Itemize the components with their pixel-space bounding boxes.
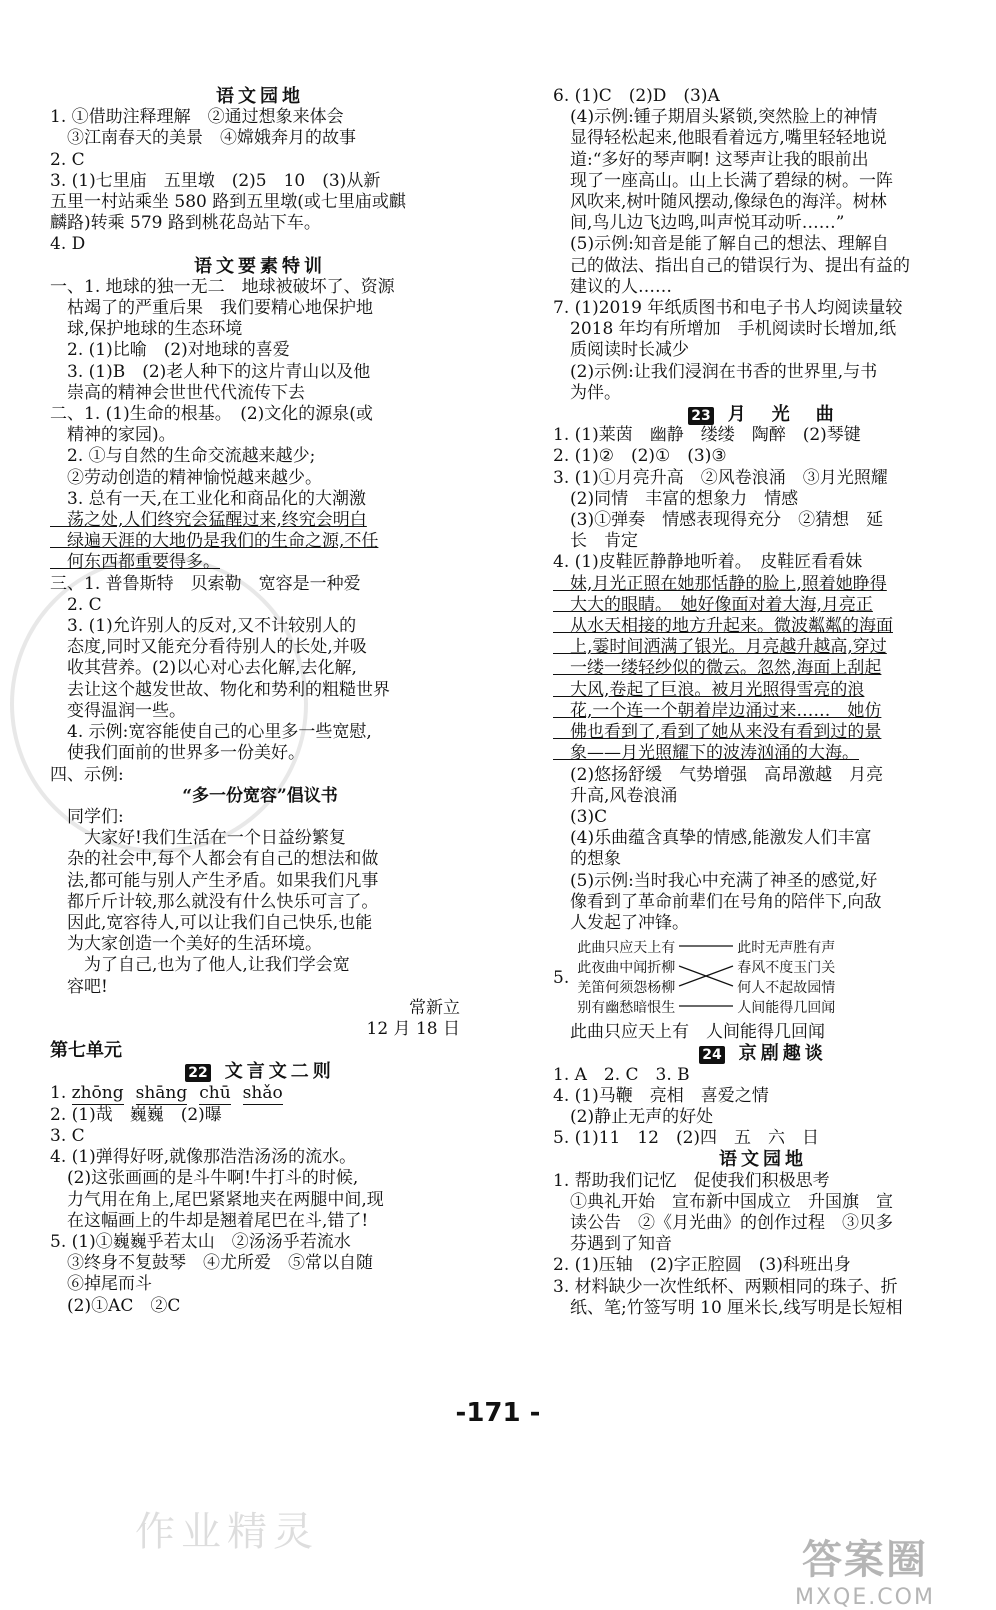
line-text: 佛也看到了,看到了她从来没有看到过的景: [553, 722, 882, 743]
line-text: 4. (1)弹得好呀,就像那浩浩汤汤的流水。: [50, 1147, 357, 1168]
answer-line: [50, 1274, 470, 1295]
answer-line: [50, 298, 470, 319]
line-text: 同学们:: [50, 806, 124, 827]
line-text: 读公告 ②《月光曲》的创作过程 ③贝多: [553, 1212, 893, 1233]
answer-line: [553, 1277, 973, 1298]
answer-line: [553, 319, 973, 340]
line-text: 变得温润一些。: [50, 700, 186, 721]
answer-line: [553, 595, 973, 616]
line-text: 现了一座高山。山上长满了碧绿的树。一阵: [553, 170, 893, 191]
line-text: 3. (1)允许别人的反对,又不计较别人的: [50, 616, 357, 637]
answer-line: [553, 913, 973, 934]
line-text: 己的做法、指出自己的错误行为、提出有益的: [553, 255, 910, 276]
pinyin-answer: shǎo: [243, 1083, 283, 1105]
answer-line: [50, 192, 470, 213]
line-text: 2018 年均有所增加 手机阅读时长增加,纸: [553, 319, 897, 340]
line-text: 一、1. 地球的独一无二 地球被破坏了、资源: [50, 276, 395, 297]
answer-line: [553, 892, 973, 913]
answer-line: [553, 128, 973, 149]
line-text: 2. (1)哉 巍巍 (2)曝: [50, 1104, 222, 1125]
line-text: (4)乐曲蕴含真挚的情感,能激发人们丰富: [553, 828, 872, 849]
answer-line: [553, 1213, 973, 1234]
answer-line: [553, 192, 973, 213]
answer-line: [50, 658, 470, 679]
page-number: -171 -: [455, 1398, 541, 1428]
line-text: 荡之处,人们终究会猛醒过来,终究会明白: [50, 510, 367, 531]
line-text: (3)C: [553, 806, 608, 827]
line-text: ①典礼开始 宣布新中国成立 升国旗 宣: [553, 1191, 893, 1212]
line-text: 绿遍天涯的大地仍是我们的生命之源,不任: [50, 531, 379, 552]
line-text: 3. 总有一天,在工业化和商品化的大潮激: [50, 488, 367, 509]
line-text: 上,霎时间洒满了银光。月亮越升越高,穿过: [553, 637, 887, 658]
lesson-number-badge: 24: [699, 1046, 724, 1064]
section-heading: [50, 256, 470, 277]
line-text: 为伴。: [553, 382, 621, 403]
answer-line: [50, 1232, 470, 1253]
line-text: 为了自己,也为了他人,让我们学会宽: [50, 955, 350, 976]
answer-line: [553, 340, 973, 361]
line-text: 三、1. 普鲁斯特 贝索勒 宽容是一种爱: [50, 573, 361, 594]
answer-line: [50, 1105, 470, 1126]
line-text: 3. (1)B (2)老人种下的这片青山以及他: [50, 361, 371, 382]
answer-line: [50, 468, 470, 489]
answer-line: [50, 319, 470, 340]
line-text: 芬遇到了知音: [553, 1234, 672, 1255]
line-text: 枯竭了的严重后果 我们要精心地保护地: [50, 298, 373, 319]
answer-line: [50, 1168, 470, 1189]
line-text: 大大的眼睛。 她好像面对着大海,月亮正: [553, 594, 873, 615]
answer-line: [553, 807, 973, 828]
right-column: [553, 86, 973, 1319]
answer-line: [50, 765, 470, 786]
line-text: 为大家创造一个美好的生活环境。: [50, 934, 322, 955]
answer-line: [553, 849, 973, 870]
line-text: 月 光 曲: [727, 404, 838, 426]
answer-line: [553, 1086, 973, 1107]
answer-line: [553, 489, 973, 510]
answer-line: [553, 1107, 973, 1128]
answer-line: [50, 828, 470, 849]
answer-line: [50, 213, 470, 234]
answer-line: [553, 1234, 973, 1255]
answer-line: [553, 743, 973, 764]
line-text: 2. ①与自然的生命交流越来越少;: [50, 446, 316, 467]
answer-line: [553, 616, 973, 637]
answer-line: [553, 765, 973, 786]
line-text: 2. C: [50, 594, 102, 615]
line-text: “多一份宽容”倡议书: [182, 785, 338, 806]
answer-line: [50, 510, 470, 531]
line-text: 收其营养。(2)以心对心去化解,去化解,: [50, 658, 357, 679]
line-text: 崇高的精神会世世代代流传下去: [50, 382, 305, 403]
answer-line: [50, 574, 470, 595]
line-text: 4. 示例:宽容能使自己的心里多一些宽慰,: [50, 722, 372, 743]
answer-line: [50, 383, 470, 404]
line-text: 杂的社会中,每个人都会有自己的想法和做: [50, 849, 379, 870]
answer-line: [553, 383, 973, 404]
section-heading: [50, 86, 470, 107]
line-text: 第七单元: [50, 1040, 122, 1062]
line-text: 间,鸟儿边飞边鸣,叫声悦耳动听……”: [553, 213, 845, 234]
line-text: 大家好!我们生活在一个日益纷繁复: [50, 828, 346, 849]
poem-line: 此时无声胜有声: [737, 940, 836, 957]
answer-line: [50, 234, 470, 255]
answer-line: [553, 1298, 973, 1319]
answer-line: [50, 171, 470, 192]
answer-line: [553, 510, 973, 531]
line-text: 升高,风卷浪涌: [553, 785, 678, 806]
line-text: 精神的家园)。: [50, 425, 176, 446]
line-text: 从水天相接的地方升起来。微波粼粼的海面: [553, 616, 893, 637]
answer-line: [50, 637, 470, 658]
line-text: 的想象: [553, 849, 621, 870]
answer-line: [553, 637, 973, 658]
line-text: 1. 帮助我们记忆 促使我们积极思考: [553, 1170, 830, 1191]
line-text: 去让这个越发世故、物化和势利的粗糙世界: [50, 679, 390, 700]
line-text: 五里一村站乘坐 580 路到五里墩(或七里庙或麒: [50, 192, 406, 213]
answer-line: [50, 743, 470, 764]
answer-line: [50, 107, 470, 128]
answer-line: [50, 362, 470, 383]
watermark-left: 作业精灵: [135, 1509, 319, 1555]
poem-right-lines: [737, 938, 835, 1018]
answer-line: [553, 1022, 973, 1043]
line-text: 妹,月光正照在她那恬静的脸上,照着她睁得: [553, 573, 887, 594]
answer-line: [50, 552, 470, 573]
line-text: 2. (1)比喻 (2)对地球的喜爱: [50, 340, 290, 361]
line-text: 球,保护地球的生态环境: [50, 319, 243, 340]
answer-line: [553, 1171, 973, 1192]
answer-line: [50, 998, 470, 1019]
line-text: 1. A 2. C 3. B: [553, 1064, 690, 1085]
answer-line: [553, 531, 973, 552]
line-text: 花,一个连一个朝着岸边涌过来…… 她仿: [553, 700, 882, 721]
line-text: (2)示例:让我们浸润在书香的世界里,与书: [553, 361, 878, 382]
line-text: 纸、笔;竹签写明 10 厘米长,线写明是长短相: [553, 1297, 903, 1318]
poem-line: 人间能得几回闻: [737, 1000, 836, 1017]
answer-line: [553, 658, 973, 679]
line-text: (3)①弹奏 情感表现得充分 ②猜想 延: [553, 510, 884, 531]
watermark-right-logo: [795, 1528, 935, 1610]
line-text: (2)同情 丰富的想象力 情感: [553, 488, 799, 509]
line-text: (2)悠扬舒缓 气势增强 高昂激越 月亮: [553, 764, 884, 785]
answer-line: [553, 1255, 973, 1276]
line-text: 长 肯定: [553, 531, 638, 552]
question-number: 5.: [553, 967, 570, 988]
answer-line: [553, 552, 973, 573]
answer-line: [50, 128, 470, 149]
poem-line: 羌笛何须怨杨柳: [577, 980, 676, 997]
pinyin-answer: chū: [199, 1083, 230, 1105]
line-text: 语文园地: [216, 86, 304, 107]
poem-line: 何人不起故园情: [737, 980, 836, 997]
line-text: 7. (1)2019 年纸质图书和电子书人均阅读量较: [553, 298, 903, 319]
line-text: 象——月光照耀下的波涛汹涌的大海。: [553, 743, 859, 764]
matching-lines: [675, 936, 737, 1020]
line-text: (4)示例:锺子期眉头紧锁,突然脸上的神情: [553, 107, 878, 128]
line-text: 常新立: [409, 997, 460, 1018]
line-text: 1. ①借助注释理解 ②通过想象来体会: [50, 107, 344, 128]
answer-line: [553, 298, 973, 319]
answer-line: [50, 446, 470, 467]
answer-line: [50, 1211, 470, 1232]
answer-line: [553, 871, 973, 892]
line-text: 5. (1)11 12 (2)四 五 六 日: [553, 1128, 820, 1149]
line-text: 显得轻松起来,他眼看着远方,嘴里轻轻地说: [553, 128, 887, 149]
answer-line: [553, 701, 973, 722]
line-text: 力气用在角上,尾巴紧紧地夹在两腿中间,现: [50, 1189, 384, 1210]
line-text: 3. (1)七里庙 五里墩 (2)5 10 (3)从新: [50, 170, 381, 191]
line-text: 京剧趣谈: [738, 1043, 827, 1065]
line-text: 容吧!: [50, 976, 108, 997]
answer-line: [50, 849, 470, 870]
answer-line: [50, 1253, 470, 1274]
answer-line: [50, 531, 470, 552]
lesson-number-badge: 22: [185, 1064, 210, 1082]
answer-line: [553, 213, 973, 234]
answer-line: [553, 574, 973, 595]
answer-line: [50, 680, 470, 701]
answer-line: [50, 489, 470, 510]
left-column: [50, 86, 470, 1317]
line-text: ③江南春天的美景 ④嫦娥奔月的故事: [50, 128, 356, 149]
line-text: 何东西都重要得多。: [50, 552, 220, 573]
answer-line: [553, 277, 973, 298]
answer-line: [50, 1083, 470, 1105]
answer-line: [50, 871, 470, 892]
line-text: 1.: [50, 1082, 72, 1103]
line-text: 人发起了冲锋。: [553, 912, 689, 933]
line-text: 4. (1)皮鞋匠静静地听着。 皮鞋匠看看妹: [553, 552, 863, 573]
answer-line: [50, 807, 470, 828]
line-text: 像看到了革命前辈们在号角的陪伴下,向敌: [553, 891, 882, 912]
line-text: 四、示例:: [50, 764, 124, 785]
line-text: 二、1. (1)生命的根基。 (2)文化的源泉(或: [50, 404, 373, 425]
section-heading: [50, 1040, 470, 1061]
line-text: (5)示例:知音是能了解自己的想法、理解自: [553, 234, 889, 255]
answer-line: [50, 977, 470, 998]
line-text: 法,都可能与别人产生矛盾。如果我们凡事: [50, 870, 379, 891]
line-text: (2)①AC ②C: [50, 1295, 181, 1316]
line-text: (2)这张画画的是斗牛啊!牛打斗的时候,: [50, 1168, 359, 1189]
line-text: 12 月 18 日: [366, 1018, 460, 1039]
answer-line: [50, 1126, 470, 1147]
line-text: 4. D: [50, 234, 86, 255]
answer-line: [50, 404, 470, 425]
line-text: 文言文二则: [224, 1061, 335, 1083]
answer-line: [553, 150, 973, 171]
line-text: 都斤斤计较,那么就没有什么快乐可言了。: [50, 891, 379, 912]
answer-line: [50, 616, 470, 637]
answer-line: [50, 701, 470, 722]
answer-line: [50, 913, 470, 934]
line-text: 在这幅画上的牛却是翘着尾巴在斗,错了!: [50, 1210, 369, 1231]
line-text: 2. C: [50, 149, 85, 170]
answer-line: [50, 340, 470, 361]
line-text: 质阅读时长减少: [553, 340, 689, 361]
poem-line: 此曲只应天上有: [577, 940, 676, 957]
line-text: 语文园地: [719, 1149, 807, 1171]
answer-line: [553, 468, 973, 489]
answer-line: [50, 934, 470, 955]
answer-line: [50, 1147, 470, 1168]
line-text: ②劳动创造的精神愉悦越来越少。: [50, 467, 322, 488]
line-text: 1. (1)莱茵 幽静 缕缕 陶醉 (2)琴键: [553, 425, 861, 446]
pinyin-answer: shāng: [136, 1083, 188, 1105]
answer-line: [553, 1192, 973, 1213]
line-text: 建议的人……: [553, 276, 672, 297]
answer-line: [553, 1128, 973, 1149]
answer-line: [553, 1065, 973, 1086]
answer-line: [50, 1190, 470, 1211]
answer-line: [50, 722, 470, 743]
line-text: 3. (1)①月亮升高 ②风卷浪涌 ③月光照耀: [553, 467, 888, 488]
line-text: 使我们面前的世界多一份美好。: [50, 743, 305, 764]
answer-line: [553, 234, 973, 255]
poem-left-lines: [577, 938, 675, 1018]
line-text: (2)静止无声的好处: [553, 1106, 714, 1127]
answer-line: [553, 425, 973, 446]
answer-line: [553, 171, 973, 192]
line-text: ③终身不复鼓琴 ④尤所爱 ⑤常以自随: [50, 1253, 373, 1274]
line-text: 6. (1)C (2)D (3)A: [553, 86, 720, 106]
section-heading: [553, 1149, 973, 1170]
line-text: 语文要素特训: [194, 255, 326, 277]
answer-line: [50, 892, 470, 913]
answer-line: [50, 595, 470, 616]
answer-line: [553, 680, 973, 701]
answer-line: [553, 86, 973, 107]
letter-title: [50, 786, 470, 807]
line-text: (5)示例:当时我心中充满了神圣的感觉,好: [553, 870, 878, 891]
line-text: 一缕一缕轻纱似的微云。忽然,海面上刮起: [553, 658, 882, 679]
answer-line: [553, 722, 973, 743]
answer-line: [50, 425, 470, 446]
poem-line: 此夜曲中闻折柳: [577, 960, 676, 977]
line-text: 大风,卷起了巨浪。被月光照得雪亮的浪: [553, 679, 865, 700]
line-text: 3. 材料缺少一次性纸杯、两颗相同的珠子、折: [553, 1276, 898, 1297]
answer-line: [553, 107, 973, 128]
pinyin-answer: zhōng: [72, 1083, 124, 1105]
line-text: 风吹来,树叶随风摆动,像绿色的海洋。树林: [553, 192, 887, 213]
line-text: 因此,宽容待人,可以让我们自己快乐,也能: [50, 912, 373, 933]
line-text: 4. (1)马鞭 亮相 喜爱之情: [553, 1085, 769, 1106]
poem-line: 春风不度玉门关: [737, 960, 836, 977]
answer-line: [553, 446, 973, 467]
section-heading: [50, 1061, 470, 1082]
line-text: 麟路)转乘 579 路到桃花岛站下车。: [50, 213, 321, 234]
answer-line: [553, 786, 973, 807]
answer-line: [50, 1019, 470, 1040]
answer-line: [50, 150, 470, 171]
poem-line: 别有幽愁暗恨生: [577, 1000, 676, 1017]
line-text: ⑥掉尾而斗: [50, 1274, 152, 1295]
line-text: 2. (1)② (2)① (3)③: [553, 446, 727, 467]
answer-line: [553, 362, 973, 383]
line-text: 2. (1)压轴 (2)字正腔圆 (3)科班出身: [553, 1255, 851, 1276]
line-text: 态度,同时又能充分看待别人的长处,并吸: [50, 637, 367, 658]
watermark-brand: 答案圈: [801, 1537, 928, 1583]
line-text: 3. C: [50, 1125, 85, 1146]
line-text: 道:“多好的琴声啊! 这琴声让我的眼前出: [553, 149, 869, 170]
line-text: 5. (1)①巍巍乎若太山 ②汤汤乎若流水: [50, 1231, 351, 1252]
poem-matching: [553, 936, 973, 1020]
section-heading: [553, 404, 973, 425]
answer-line: [553, 256, 973, 277]
answer-line: [50, 955, 470, 976]
lesson-number-badge: 23: [688, 407, 713, 425]
line-text: 此曲只应天上有 人间能得几回闻: [553, 1022, 825, 1043]
answer-line: [50, 1296, 470, 1317]
answer-line: [553, 828, 973, 849]
watermark-url: MXQE.COM: [795, 1585, 935, 1610]
answer-line: [50, 277, 470, 298]
section-heading: [553, 1043, 973, 1064]
